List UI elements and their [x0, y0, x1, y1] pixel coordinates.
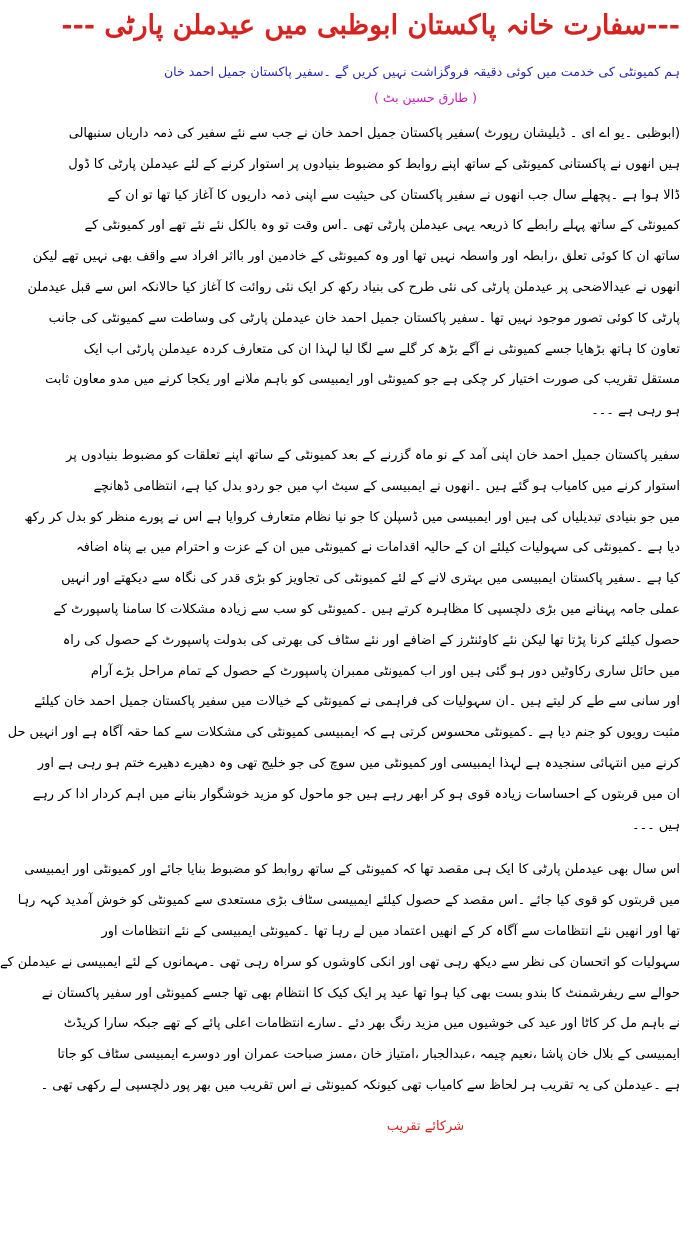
paragraph-line: ہے ۔عیدملن کی یہ تقریب ہر لحاظ سے کامیاب تھی کیونکہ کمیونٹی نے اس تقریب میں بھر پور دلچسپی لے رکھی تھی ۔	[40, 1077, 680, 1093]
paragraph-line: حوالے سے ریفرشمنٹ کا بندو بست بھی کیا ہوا تھا عید پر ایک کیک کا انتظام بھی تھا جسے کمیونٹی اور سفیر پاکستان نے	[41, 985, 680, 1001]
paragraph-line: اس سال بھی عیدملن پارٹی کا ایک ہی مقصد تھا کہ کمیونٹی کے ساتھ روابط کو مضبوط بنایا جائے اور کمیونٹی اور ایمبیسی	[24, 862, 680, 878]
paragraph-line: تعاون کا ہاتھ بڑھایا جسے کمیونٹی نے آگے بڑھ کر گلے سے لگا لیا لہذا ان کی متعارف کردہ عیدملن پارٹی اب ایک	[83, 341, 680, 357]
paragraph-line: ایمبیسی کے بلال خان پاشا ،نعیم چیمہ ،عبدالجبار ،امتیاز خان ،مسز صباحت عمران اور دوسرے ایمبیسی سٹاف کو جاتا	[57, 1047, 680, 1063]
paragraph-line: حصول کیلئے کرنا پڑتا تھا لیکن نئے کاوئنٹرز کے اضافے اور نئے سٹاف کی بھرتی کی بدولت پاسپورٹ کے حصول کی راہ	[62, 632, 680, 648]
paragraph-line: کمیونٹی کے ساتھ پہلے رابطے کا ذریعہ یہی عیدملن پارٹی تھی ۔اس وقت تو وہ بالکل نئے نئے تھے اور کمیونٹی کے	[84, 218, 680, 234]
article-paragraph	[7, 441, 680, 841]
paragraph-line: عملی جامہ پہنانے میں بڑی دلچسپی کا مظاہرہ کرتے ہیں ۔کمیونٹی کو سب سے زیادہ مشکلات کا سامنا پاسپورٹ کے	[53, 601, 680, 617]
paragraph-line: تھا اور انھیں نئے انتظامات سے آگاہ کر کے انھیں اعتماد میں لے رہا تھا ۔کمیونٹی ایمبیسی کے نئے انتظامات اور	[101, 923, 680, 939]
paragraph-line: میں حائل ساری رکاوٹیں دور ہو گئی ہیں اور اب کمیونٹی ممبران پاسپورٹ کے حصول کے تمام مراحل بڑے آرام	[90, 663, 680, 679]
photo-caption: شرکائے تقریب	[386, 1118, 465, 1134]
paragraph-line: کیا ہے ۔سفیر پاکستان ایمبیسی میں بہتری لانے کے لئے کمیونٹی کی تجاویز کو بڑی قدر کی نگاہ سے دیکھتے اور انہیں	[61, 571, 680, 587]
paragraph-line: مستقل تقریب کی صورت اختیار کر چکی ہے جو کمیونٹی اور ایمبیسی کو باہم ملانے اور یکجا کرنے میں مدو معاون ثابت	[45, 372, 680, 388]
paragraph-line: پارٹی کا کوئی تصور موجود نہیں تھا ۔سفیر پاکستان جمیل احمد خان عیدملن پارٹی کی وساطت سے کمیونٹی کی جانب	[48, 310, 680, 326]
paragraph-line: نے باہم مل کر کاٹا اور عید کی خوشیوں میں مزید رنگ بھر دئے ۔سارے انتظامات اعلی پائے کے تھے جبکہ سارا کریڈٹ	[63, 1016, 680, 1032]
paragraph-line: ہیں ۔۔۔	[631, 817, 680, 833]
paragraph-line: ہو رہی ہے ۔۔۔	[591, 403, 680, 419]
paragraph-line: ہیں انھوں نے پاکستانی کمیونٹی کے ساتھ اپنے روابط کو مضبوط بنیادوں پر استوار کرنے کے لئے عیدملن پارٹی کا ڈول	[68, 156, 680, 172]
article-body	[0, 119, 680, 1102]
headline: ---سفارت خانہ پاکستان ابوظبی میں عیدملن پارٹی ---	[61, 10, 680, 41]
paragraph-line: مثبت رویوں کو جنم دیا ہے ۔کمیونٹی محسوس کرتی ہے کہ ایمبیسی کمیونٹی کی مشکلات سے کما حقہ آگاہ ہے اور انہیں حل	[7, 725, 680, 741]
paragraph-line: اور سانی سے طے کر لیتے ہیں ۔ان سہولیات کی فراہمی نے کمیونٹی کے خیالات میں سفیر پاکستان جمیل احمد خان کیلئے	[34, 694, 680, 710]
article-paragraph	[27, 119, 680, 427]
paragraph-line: سفیر پاکستان جمیل احمد خان اپنی آمد کے نو ماہ گزرنے کے بعد کمیونٹی کے ساتھ اپنے تعلقات کو مضبوط بنیادوں پر	[66, 447, 680, 463]
paragraph-line: ساتھ ان کا کوئی تعلق ،رابطہ اور واسطہ نہیں تھا اور وہ کمیونٹی کے خادمین اور بااثر افراد سے واقف بھی نہیں تھے لیکن	[32, 249, 680, 265]
paragraph-line: استوار کرنے میں کامیاب ہو گئے ہیں ۔انھوں نے ایمبیسی کے سیٹ اپ میں جو ردو بدل کیا ہے، انتظامی ڈھانچے	[93, 478, 680, 494]
paragraph-line: ڈالا ہوا ہے ۔پچھلے سال جب انھوں نے سفیر پاکستان کی حیثیت سے اپنی ذمہ داریوں کا آغاز کیا تھا تو ان کے	[107, 187, 680, 203]
paragraph-line: میں قربتوں کو قوی کیا جائے ۔اس مقصد کے حصول کیلئے ایمبیسی سٹاف بڑی مستعدی سے کمیونٹی کو خوش آمدید کہہ رہا	[17, 893, 680, 909]
paragraph-line: ان میں قربتوں کے احساسات زیادہ قوی ہو کر ابھر رہے ہیں جو ماحول کو مزید خوشگوار بنانے میں اہم کردار ادا کر رہے	[32, 786, 680, 802]
paragraph-line: کرنے میں انتہائی سنجیدہ ہے لہذا ایمبیسی اور کمیونٹی میں سوچ کی جو خلیج تھی وہ دھیرے دھیرے ختم ہو رہی ہے اور	[37, 755, 680, 771]
byline: ( طارق حسین بٹ )	[373, 90, 478, 105]
subheadline: ہم کمیونٹی کی خدمت میں کوئی دقیقہ فروگزاشت نہیں کریں گے ۔سفیر پاکستان جمیل احمد خان	[163, 64, 680, 79]
paragraph-line: دیا ہے ۔کمیونٹی کی سہولیات کیلئے ان کے حالیہ اقدامات نے کمیونٹی میں ان کے عزت و احترام میں بے پناہ اضافہ	[76, 540, 680, 556]
article-paragraph	[0, 855, 680, 1101]
paragraph-line: (ابوظبی ۔یو اے ای ۔ ڈیلیشان رپورٹ )سفیر پاکستان جمیل احمد خان نے جب سے نئے سفیر کی ذمہ داریاں سنبھالی	[68, 126, 680, 141]
paragraph-line: انھوں نے عیدالاضحی پر عیدملن پارٹی کی نئی طرح کی بنیاد رکھ کر ایک نئی روائت کا آغاز کیا حالانکہ اس سے قبل عیدملن	[27, 279, 680, 295]
paragraph-line: میں جو بنیادی تبدیلیاں کی ہیں اور ایمبیسی میں ڈسپلن کا جو نیا نظام متعارف کروایا ہے اس نے پورے منظر کو بدل کر رکھ	[24, 509, 680, 525]
paragraph-line: سہولیات کو اتحسان کی نظر سے دیکھ رہی تھی اور انکی کاوشوں کو سراہ رہی تھی ۔مہمانوں کے لئے ایمبیسی نے عیدملن کے	[0, 954, 680, 970]
